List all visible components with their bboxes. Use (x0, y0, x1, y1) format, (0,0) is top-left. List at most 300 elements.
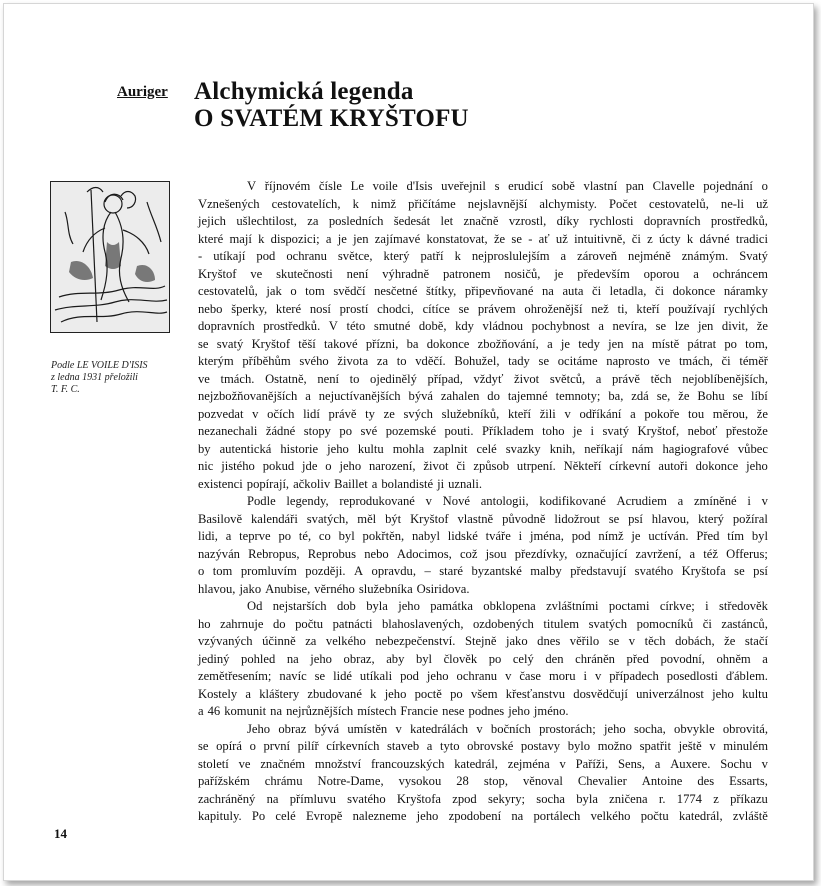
word: vzrostl, (508, 214, 547, 228)
word: jeho (508, 704, 530, 718)
word: právě (328, 406, 357, 421)
word: jako (239, 581, 262, 596)
word: právě (611, 371, 640, 386)
word: též (703, 546, 718, 561)
word: prostředků, (710, 214, 768, 228)
word: nosičů, (504, 266, 541, 281)
word: tyto (439, 739, 460, 753)
word: komunit (224, 704, 267, 718)
text-line (198, 301, 768, 319)
word: katedrál, (454, 756, 498, 771)
word: šperky, (231, 301, 268, 316)
word: době, (418, 319, 447, 333)
word: jen (353, 231, 369, 246)
word: zaplnit (433, 441, 468, 456)
word: nabyl (411, 529, 440, 543)
word: účinně (262, 634, 296, 648)
word: pokřtěn, (362, 529, 405, 543)
word: ba, (608, 389, 624, 403)
word: chodci, (377, 301, 414, 316)
word: ba (406, 336, 419, 351)
word: ve (238, 756, 251, 771)
word: dopravních (643, 214, 701, 228)
text-line (198, 213, 768, 231)
word: se (511, 231, 522, 246)
word: po (278, 529, 292, 543)
word: život (423, 459, 449, 473)
word: tmách. (220, 371, 255, 386)
word: nosí (309, 301, 331, 316)
word: není (346, 266, 369, 281)
word: nese (442, 704, 465, 718)
word: V (328, 319, 338, 333)
word: patronem (442, 266, 491, 281)
text-line (198, 476, 768, 494)
word: popírají, (246, 476, 290, 491)
word: značném (260, 756, 306, 771)
word: měrou, (712, 406, 749, 421)
word: Kryštofa (681, 564, 726, 578)
title-line-2: O SVATÉM KRYŠTOFU (194, 105, 469, 132)
word: jméno. (533, 704, 569, 718)
word: kodifikované (539, 494, 606, 508)
word: lidožrout (554, 511, 600, 526)
word: pozemské (385, 424, 437, 438)
word: legendy, (286, 494, 329, 508)
word: kalendáři (250, 511, 298, 526)
word: i (518, 529, 523, 543)
word: zpodobení (448, 809, 502, 823)
word: velkého (590, 809, 631, 823)
word: velkého (325, 634, 366, 648)
word: nejrůznějších (286, 704, 354, 718)
word: z (647, 231, 653, 246)
word: Svatý (739, 249, 768, 263)
text-line (198, 353, 768, 371)
word: takové (324, 336, 358, 351)
word: dokonce (672, 284, 716, 298)
woodcut-illustration (50, 181, 170, 333)
word: církevní (609, 459, 651, 473)
word: prostí (339, 301, 369, 316)
word: postavy (520, 739, 561, 753)
word: po (724, 336, 737, 351)
word: je (560, 336, 570, 351)
word: hagiografové (662, 441, 729, 456)
word: se (198, 739, 209, 753)
word: prostředků. (263, 319, 321, 333)
word: vysokou (398, 774, 442, 788)
word: za (307, 214, 319, 228)
word: tím (727, 529, 745, 543)
word: ty (365, 406, 375, 421)
word: nejuctívanějších (318, 389, 401, 403)
word: a (630, 406, 636, 421)
word: místě (651, 336, 680, 351)
word: staré (439, 564, 463, 578)
word: podnes (468, 704, 505, 718)
word: pomocníků (636, 616, 694, 631)
word: jeho (712, 686, 734, 701)
word: ochranu (456, 669, 498, 683)
word: žili (539, 406, 556, 421)
word: se (538, 354, 550, 368)
word: hlavou, (651, 511, 690, 526)
title-line-1: Alchymická legenda (194, 78, 414, 105)
word: líbí (751, 389, 768, 403)
word: to (349, 371, 360, 386)
word: to (396, 354, 407, 368)
word: ti, (617, 301, 628, 316)
word: dokonce (426, 336, 470, 351)
word: svatých (588, 616, 628, 631)
word: Nové (442, 494, 470, 508)
word: stačí (744, 634, 768, 648)
word: celé (275, 809, 296, 823)
word: před (626, 651, 649, 666)
word: života (337, 354, 369, 368)
word: ohroženější (524, 301, 583, 316)
word: knih, (549, 441, 576, 456)
word: zemětřesením; (198, 669, 272, 683)
word: k (370, 686, 377, 701)
word: příkazu (730, 791, 768, 806)
word: erudicí (508, 179, 544, 193)
word: staveb (387, 739, 420, 753)
word: svazky (505, 441, 541, 456)
word: který (698, 511, 724, 526)
text-line (198, 406, 768, 424)
word: na (286, 651, 299, 666)
word: posedlosti (666, 669, 718, 683)
word: věrného (314, 581, 355, 596)
text-line (198, 546, 768, 564)
word: za (305, 634, 317, 648)
word: ve (658, 354, 671, 368)
word: kultu (357, 441, 384, 456)
word: které (198, 231, 224, 246)
page (3, 3, 814, 881)
word: vždyť (473, 371, 504, 386)
word: A (353, 564, 364, 578)
word: 28 (456, 774, 469, 788)
word: jeho (310, 651, 332, 666)
word: nebo (364, 546, 389, 561)
word: hlavou, (198, 581, 236, 596)
word: těch (650, 371, 672, 386)
word: zničena (609, 791, 648, 806)
word: tou (688, 406, 705, 421)
word: šedesát (393, 214, 431, 228)
word: kdy (455, 319, 474, 333)
word: nalezneme (352, 809, 407, 823)
word: čase (519, 669, 541, 683)
word: označující (575, 546, 628, 561)
word: cestovatelů, (649, 196, 709, 211)
word: Anubise, (265, 581, 311, 596)
word: o (761, 179, 768, 193)
word: narození, (369, 459, 416, 473)
word: ohněm (716, 651, 751, 666)
word: jejich (198, 214, 226, 228)
word: či (654, 284, 665, 298)
word: titulem (543, 616, 580, 631)
word: které (275, 301, 302, 316)
word: tom (305, 284, 325, 298)
word: ve (250, 266, 263, 281)
word: r. (658, 791, 666, 806)
text-line (198, 318, 768, 336)
word: jeho (426, 669, 449, 683)
word: se, (656, 389, 671, 403)
word: Sens, (618, 756, 645, 771)
word: a (595, 371, 602, 386)
text-line (198, 248, 768, 266)
word: Osiridova. (416, 581, 470, 596)
word: kterým (198, 354, 234, 368)
word: ze (383, 406, 395, 421)
word: zahrnuje (220, 616, 264, 631)
word: nic (198, 459, 214, 473)
word: obklopena (483, 599, 536, 613)
word: očích (267, 406, 295, 421)
word: za (376, 354, 389, 368)
word: představují (570, 564, 627, 578)
word: možno (597, 739, 632, 753)
word: jeho (416, 809, 439, 823)
word: přičítáme (408, 196, 456, 211)
illustration-caption (51, 360, 191, 396)
word: o (198, 564, 205, 578)
word: zmíněné (693, 494, 737, 508)
word: a (426, 739, 433, 753)
word: oporou (643, 266, 680, 281)
word: nejstarších (272, 599, 327, 613)
word: je (573, 424, 583, 438)
word: služebníků, (441, 406, 500, 421)
author-name: Auriger (117, 84, 168, 100)
word: na (266, 791, 279, 806)
word: na (542, 284, 554, 298)
saint-christopher-woodcut (51, 182, 169, 332)
word: socha (536, 791, 565, 806)
word: jména, (529, 529, 564, 543)
word: Chevalier (577, 774, 627, 788)
word: mohla (392, 441, 425, 456)
word: ozdobených (472, 616, 534, 631)
word: Po (251, 809, 266, 823)
word: chrámu (264, 774, 303, 788)
word: malby (530, 564, 562, 578)
word: 46 (207, 704, 221, 718)
word: náramky (723, 284, 768, 298)
word: rychlých (723, 301, 768, 316)
word: uctíván. (648, 529, 689, 543)
word: už (756, 196, 768, 211)
word: utíkali (359, 669, 393, 683)
word: mají (229, 231, 252, 246)
word: jeho (746, 459, 768, 473)
word: s (494, 179, 500, 193)
word: příběhům (242, 354, 291, 368)
word: celý (512, 651, 534, 666)
word: sekyry; (487, 791, 526, 806)
word: bočních (490, 721, 531, 736)
text-line (198, 703, 768, 721)
word: a (305, 389, 311, 403)
word: reprodukované (339, 494, 415, 508)
word: pozvedat (198, 406, 244, 421)
word: V (247, 179, 257, 193)
word: ať (538, 231, 550, 246)
word: v (252, 406, 259, 421)
word: přestože (725, 424, 768, 438)
word: svatého (347, 791, 386, 806)
word: byl (751, 529, 768, 543)
word: obraz, (343, 651, 375, 666)
text-line (198, 668, 768, 686)
word: katedrál, (678, 809, 723, 823)
text-line (198, 721, 768, 739)
word: teprve (239, 529, 271, 543)
page-number: 14 (54, 826, 67, 841)
word: prostorách; (539, 721, 596, 736)
word: svatých, (306, 511, 349, 526)
word: temnoty; (555, 389, 601, 403)
word: který (383, 249, 410, 263)
word: divit, (721, 319, 749, 333)
word: alchymisty. (539, 196, 597, 211)
word: se (314, 669, 326, 683)
word: nevíra, (612, 319, 648, 333)
text-line (198, 738, 768, 756)
word: 1774 (676, 791, 702, 806)
word: těch (644, 634, 666, 648)
text-line (198, 651, 768, 669)
word: patnácti (332, 616, 373, 631)
word: byla (576, 791, 598, 806)
word: svědčí (333, 284, 366, 298)
word: by (198, 441, 211, 456)
word: vlastní (583, 179, 618, 193)
word: voile (372, 179, 398, 193)
word: a (325, 231, 332, 246)
word: do (487, 389, 500, 403)
word: není (317, 371, 339, 386)
word: se (198, 336, 209, 351)
word: jen (608, 336, 624, 351)
word: pilíř (297, 739, 319, 753)
word: univerzálnost (636, 686, 704, 701)
word: požíral (732, 511, 768, 526)
word: Stejně (464, 634, 497, 648)
word: případech (609, 669, 659, 683)
word: dobách, (675, 634, 715, 648)
word: v (476, 721, 483, 736)
word: lidi, (198, 529, 218, 543)
word: svých (403, 406, 433, 421)
word: existenci (198, 476, 243, 491)
word: zastánců, (721, 616, 768, 631)
word: přímluvu (289, 791, 336, 806)
word: ho (198, 616, 211, 631)
word: případ, (427, 371, 463, 386)
word: navíc (279, 669, 307, 683)
word: ve (198, 371, 210, 386)
word: utrpení. (516, 459, 556, 473)
word: používají (668, 301, 716, 316)
word: byzantské (471, 564, 522, 578)
text-line (198, 266, 768, 284)
word: známým. (681, 249, 729, 263)
word: že (678, 389, 690, 403)
word: a (198, 704, 204, 718)
caption-line-2: z ledna 1931 přeložili (51, 372, 138, 383)
word: je (337, 231, 347, 246)
text-line (198, 756, 768, 774)
word: nejzbožňovanějších (198, 389, 298, 403)
word: říjnovém (264, 179, 311, 193)
word: první (263, 739, 291, 753)
word: promluvím (240, 564, 297, 578)
word: kteří (636, 301, 660, 316)
text-line (198, 598, 768, 616)
word: se (458, 301, 470, 316)
word: opírá (216, 739, 242, 753)
word: světců, (549, 371, 586, 386)
word: minulém (723, 739, 768, 753)
word: těší (298, 336, 316, 351)
word: vůbec (737, 441, 768, 456)
word: zbožňování, (477, 336, 539, 351)
word: výhradně (382, 266, 430, 281)
word: měl (357, 511, 377, 526)
word: cítíce (422, 301, 450, 316)
word: že (756, 406, 768, 421)
article-title (194, 78, 469, 132)
word: Notre-Dame, (317, 774, 384, 788)
word: lidské (447, 529, 478, 543)
word: Někteří (563, 459, 602, 473)
word: církve; (659, 599, 695, 613)
word: jediný (198, 651, 230, 666)
word: tradici (735, 231, 768, 246)
word: jak (266, 284, 282, 298)
word: Příkladem (481, 424, 534, 438)
word: Auxere. (670, 756, 711, 771)
word: a (598, 319, 604, 333)
word: bývá (314, 721, 340, 736)
word: psí (753, 564, 768, 578)
word: povodní, (660, 651, 705, 666)
word: Reprobus (307, 546, 357, 561)
word: moru (548, 669, 576, 683)
word: zahalen (440, 389, 480, 403)
text-line (198, 808, 768, 826)
word: chráněn (575, 651, 615, 666)
word: blahoslavených, (381, 616, 464, 631)
word: v (395, 721, 402, 736)
word: zvláštními (546, 599, 599, 613)
caption-line-1: Podle LE VOILE D'ISIS (51, 360, 148, 371)
word: – (424, 564, 431, 578)
word: v (761, 494, 768, 508)
word: přízni, (365, 336, 399, 351)
text-line (198, 528, 768, 546)
word: své (360, 424, 378, 438)
text-line (198, 581, 768, 599)
word: stopy (303, 424, 331, 438)
